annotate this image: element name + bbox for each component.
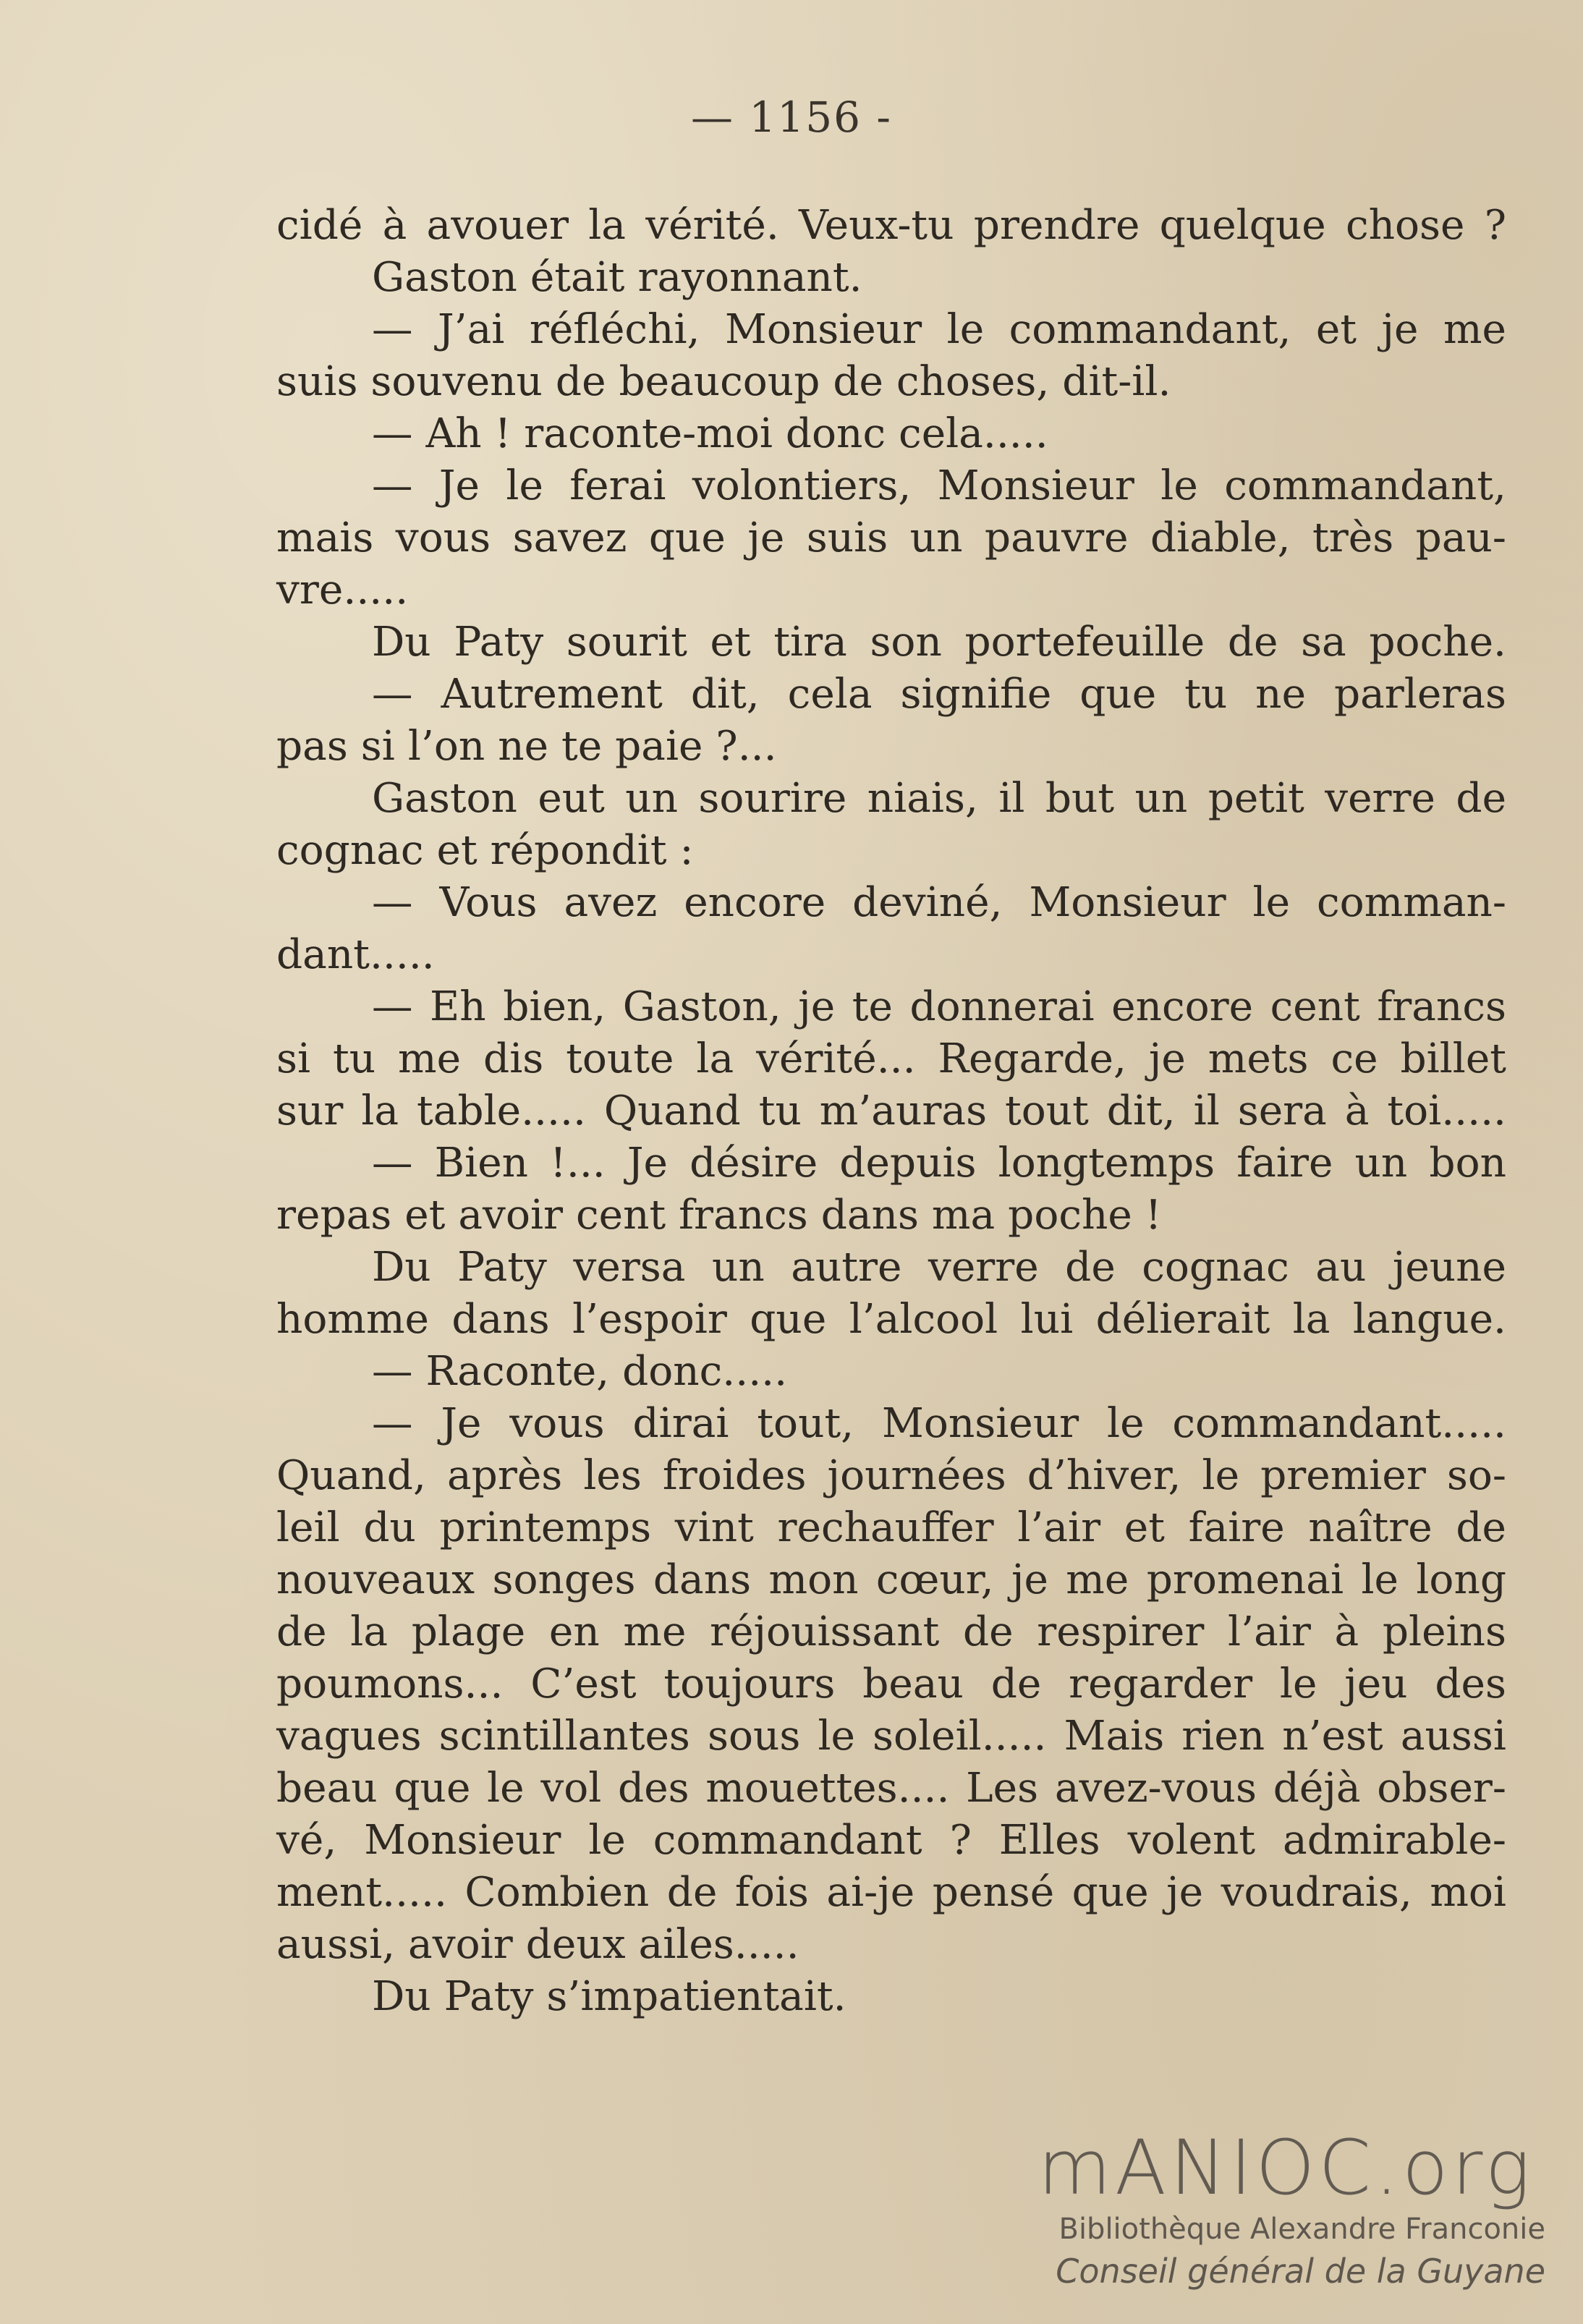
text-line: — Autrement dit, cela signifie que tu ne parleras: [372, 671, 1506, 718]
text-line: Gaston était rayonnant.: [372, 254, 862, 301]
text-line: mais vous savez que je suis un pauvre diable, très pau-: [276, 514, 1506, 561]
text-line: cidé à avouer la vérité. Veux-tu prendre quelque chose ?: [276, 202, 1506, 249]
text-line: — Eh bien, Gaston, je te donnerai encore cent francs: [372, 983, 1506, 1030]
text-line: — Vous avez encore deviné, Monsieur le comman-: [372, 879, 1506, 926]
text-line: Du Paty versa un autre verre de cognac au jeune: [372, 1244, 1506, 1291]
text-line: si tu me dis toute la vérité... Regarde, je mets ce billet: [276, 1035, 1506, 1082]
text-line: — Bien !... Je désire depuis longtemps faire un bon: [372, 1140, 1506, 1187]
text-line: — Je vous dirai tout, Monsieur le commandant.....: [372, 1400, 1506, 1447]
text-line: Gaston eut un sourire niais, il but un petit verre de: [372, 775, 1506, 822]
text-line: Du Paty sourit et tira son portefeuille de sa poche.: [372, 619, 1506, 666]
text-line: — Raconte, donc.....: [372, 1348, 788, 1395]
text-line: sur la table..... Quand tu m’auras tout dit, il sera à toi.....: [276, 1087, 1506, 1135]
text-line: repas et avoir cent francs dans ma poche !: [276, 1192, 1162, 1239]
text-line: — Je le ferai volontiers, Monsieur le commandant,: [372, 462, 1506, 509]
library-name: Bibliothèque Alexandre Franconie: [1058, 2213, 1545, 2246]
body-text: [276, 200, 1506, 2023]
text-line: — J’ai réfléchi, Monsieur le commandant, et je me: [372, 306, 1506, 353]
text-line: pas si l’on ne te paie ?...: [276, 723, 777, 770]
text-line: Du Paty s’impatientait.: [372, 1973, 846, 2020]
text-line: vre.....: [276, 567, 409, 614]
manioc-watermark: [1035, 2126, 1556, 2294]
text-line: Quand, après les froides journées d’hiver, le premier so-: [276, 1452, 1506, 1499]
text-line: leil du printemps vint rechauffer l’air et faire naître de: [276, 1504, 1506, 1551]
text-line: dant.....: [276, 931, 435, 978]
text-line: vagues scintillantes sous le soleil..... Mais rien n’est aussi: [276, 1713, 1506, 1760]
text-line: — Ah ! raconte-moi donc cela.....: [372, 410, 1048, 457]
text-line: nouveaux songes dans mon cœur, je me promenai le long: [276, 1556, 1506, 1603]
text-line: homme dans l’espoir que l’alcool lui délierait la langue.: [276, 1296, 1506, 1343]
text-line: ment..... Combien de fois ai-je pensé que je voudrais, moi: [276, 1869, 1506, 1916]
text-line: de la plage en me réjouissant de respirer l’air à pleins: [276, 1608, 1506, 1655]
text-line: suis souvenu de beaucoup de choses, dit-il.: [276, 358, 1171, 405]
text-line: beau que le vol des mouettes.... Les avez-vous déjà obser-: [276, 1765, 1506, 1812]
text-line: aussi, avoir deux ailes.....: [276, 1921, 799, 1968]
text-line: cognac et répondit :: [276, 827, 694, 874]
text-line: poumons... C’est toujours beau de regarder le jeu des: [276, 1661, 1506, 1708]
page-number: — 1156 -: [690, 93, 893, 142]
manioc-logo: mANIOC.org: [1037, 2124, 1534, 2212]
text-line: vé, Monsieur le commandant ? Elles volent admirable-: [276, 1817, 1506, 1864]
council-name: Conseil général de la Guyane: [1056, 2252, 1545, 2291]
